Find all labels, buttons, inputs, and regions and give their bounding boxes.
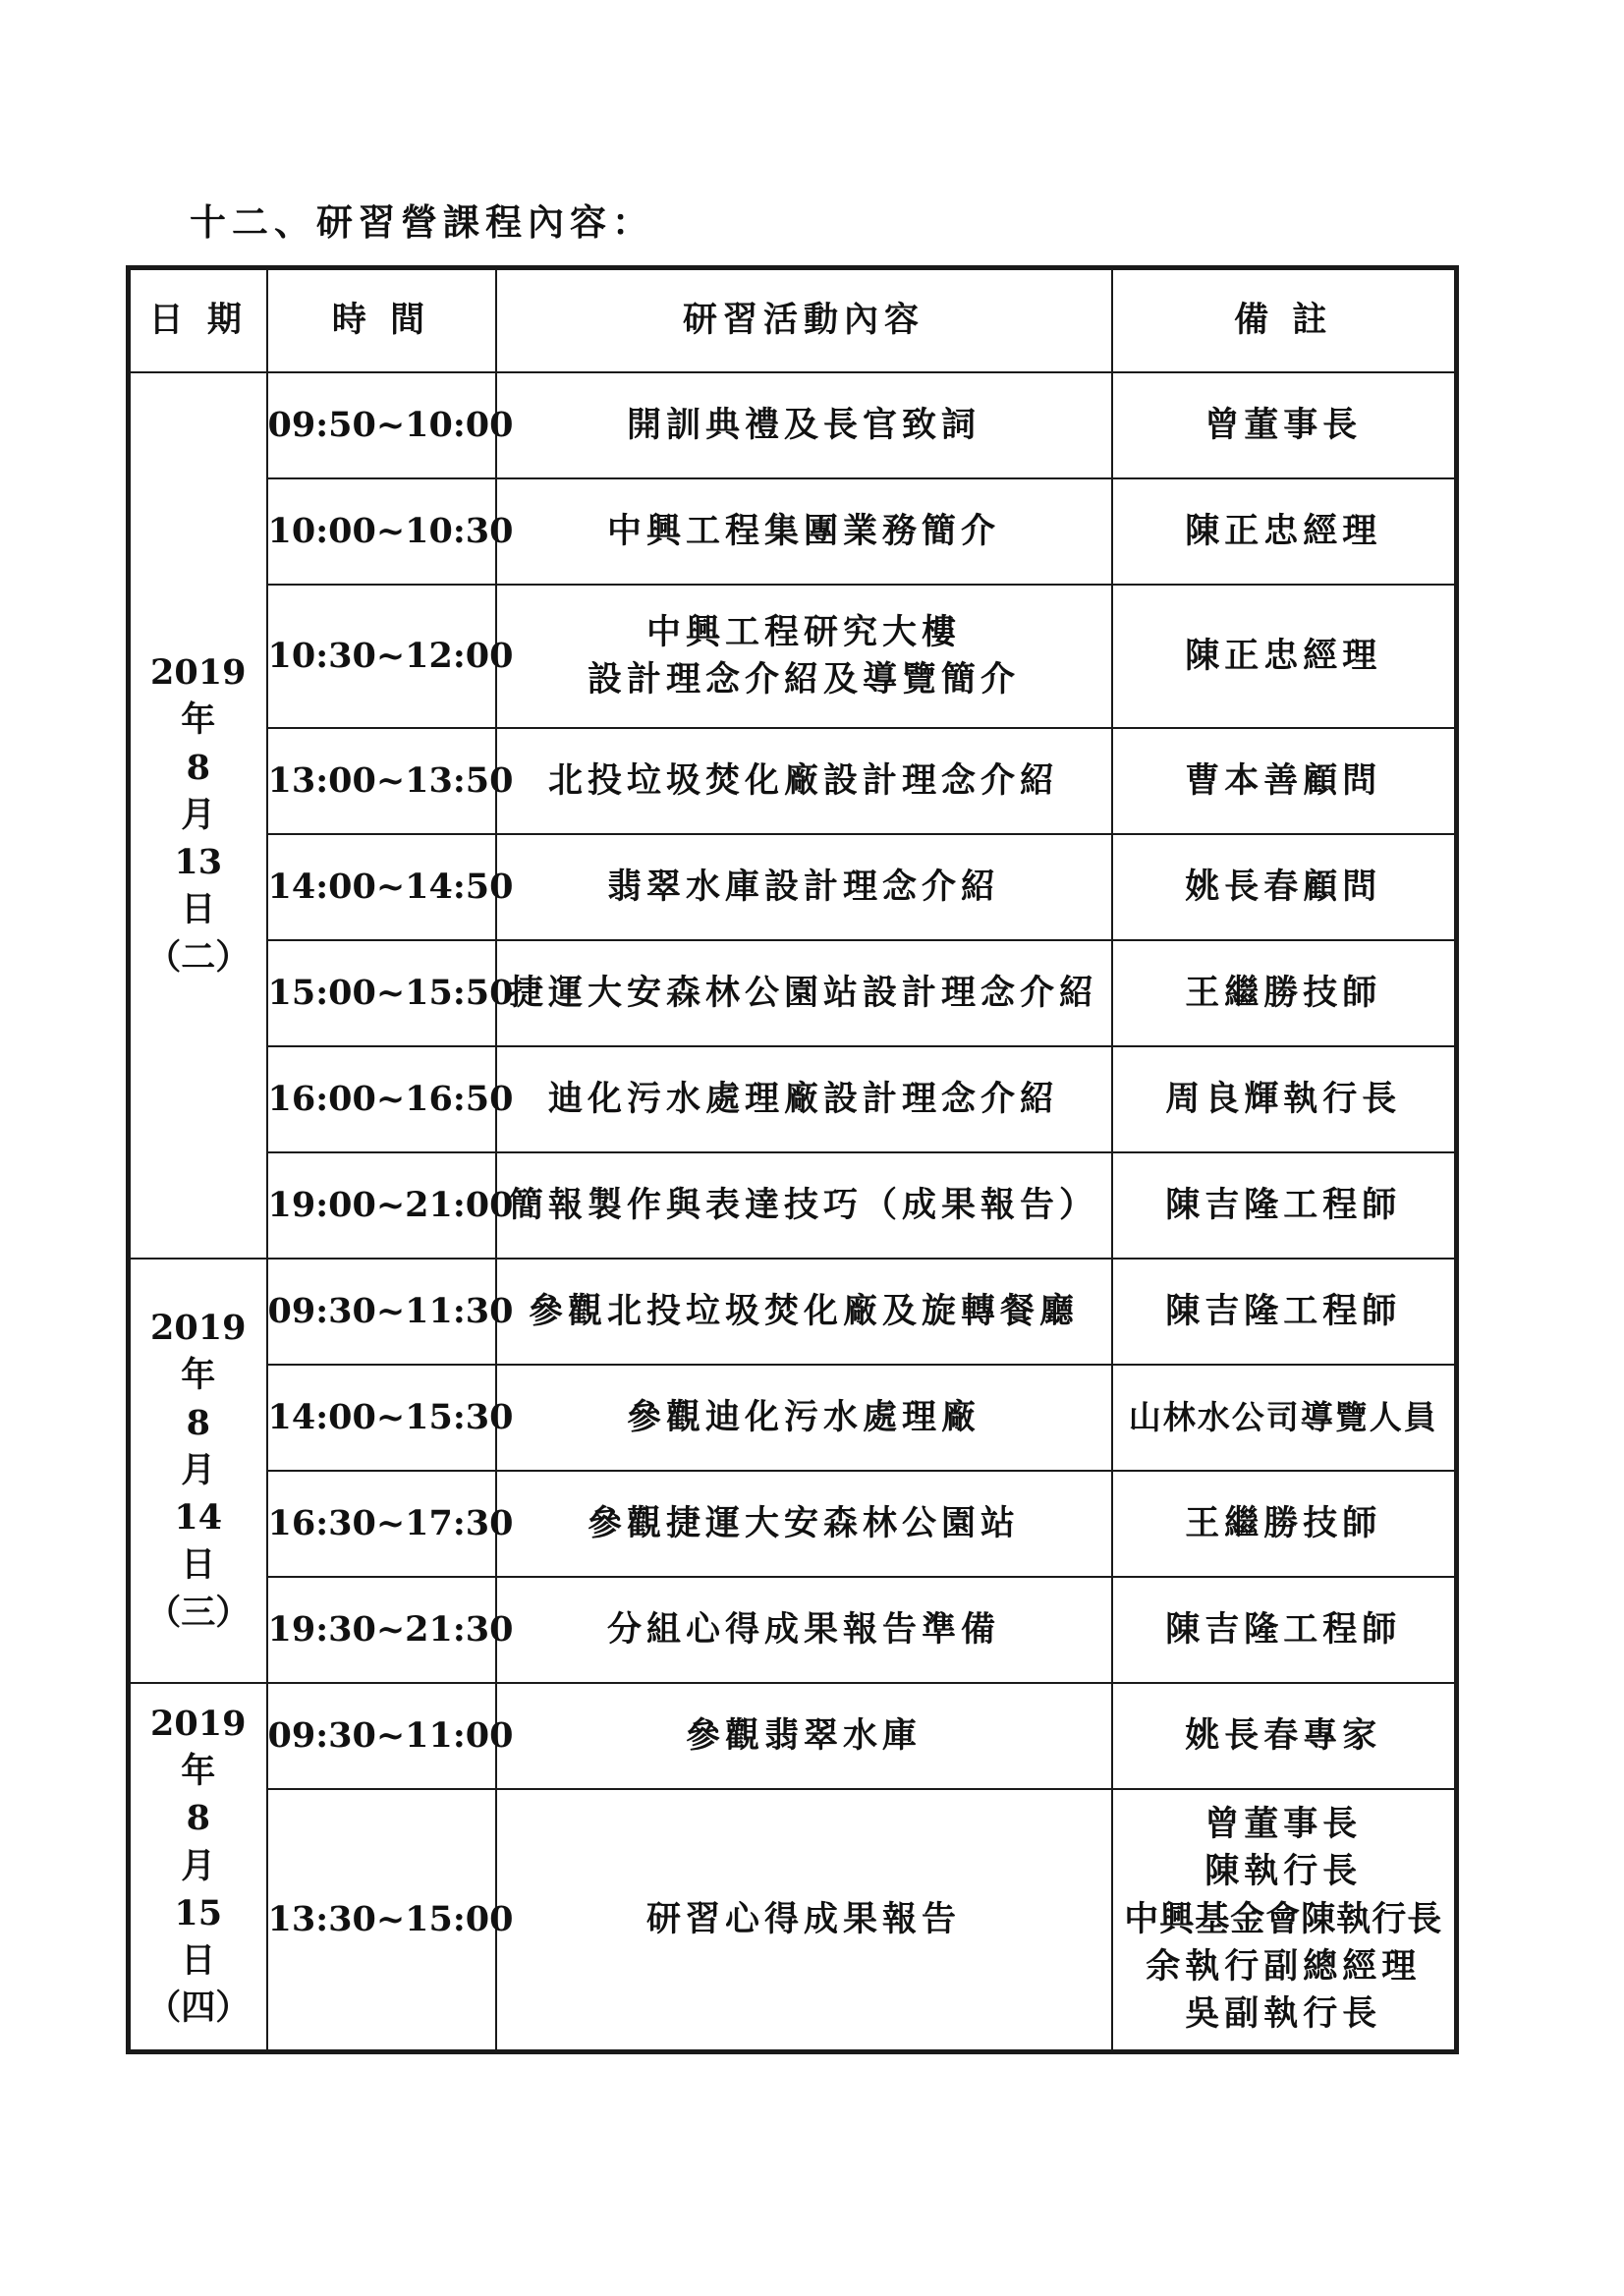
date-line: 15 bbox=[174, 1892, 223, 1933]
time-cell: 15:00~15:50 bbox=[267, 940, 496, 1046]
date-line: 2019 bbox=[150, 651, 247, 693]
table-row bbox=[129, 478, 1457, 585]
date-line: （二） bbox=[146, 936, 251, 978]
note-cell: 陳正忠經理 bbox=[1112, 478, 1457, 585]
header-time: 時 間 bbox=[267, 268, 496, 373]
table-row bbox=[129, 1577, 1457, 1683]
activity-cell: 捷運大安森林公園站設計理念介紹 bbox=[496, 940, 1112, 1046]
table-row bbox=[129, 728, 1457, 834]
note-cell: 王繼勝技師 bbox=[1112, 1471, 1457, 1577]
time-cell: 16:30~17:30 bbox=[267, 1471, 496, 1577]
header-note: 備 註 bbox=[1112, 268, 1457, 373]
time-cell: 14:00~15:30 bbox=[267, 1365, 496, 1471]
note-cell: 陳吉隆工程師 bbox=[1112, 1152, 1457, 1259]
table-row bbox=[129, 585, 1457, 728]
table-row bbox=[129, 940, 1457, 1046]
note-cell bbox=[1112, 1789, 1457, 2051]
note-line: 曾董事長 bbox=[1204, 1804, 1363, 1844]
date-line: 年 bbox=[181, 1355, 216, 1396]
time-cell: 19:30~21:30 bbox=[267, 1577, 496, 1683]
date-cell-day2 bbox=[129, 1259, 267, 1683]
activity-cell: 北投垃圾焚化廠設計理念介紹 bbox=[496, 728, 1112, 834]
date-line: 年 bbox=[181, 1751, 216, 1791]
date-line: 8 bbox=[186, 1798, 210, 1839]
table-row bbox=[129, 834, 1457, 940]
table-row bbox=[129, 1471, 1457, 1577]
note-cell: 曾董事長 bbox=[1112, 372, 1457, 478]
activity-cell: 參觀翡翠水庫 bbox=[496, 1683, 1112, 1789]
table-row bbox=[129, 1365, 1457, 1471]
table-row bbox=[129, 1046, 1457, 1152]
date-line: （三） bbox=[146, 1592, 251, 1633]
note-cell: 曹本善顧問 bbox=[1112, 728, 1457, 834]
activity-line: 中興工程研究大樓 bbox=[645, 611, 961, 652]
note-cell: 周良輝執行長 bbox=[1112, 1046, 1457, 1152]
note-line: 余執行副總經理 bbox=[1146, 1945, 1422, 1987]
activity-cell: 參觀捷運大安森林公園站 bbox=[496, 1471, 1112, 1577]
date-line: 日 bbox=[181, 889, 216, 930]
time-cell: 13:30~15:00 bbox=[267, 1789, 496, 2051]
date-line: 2019 bbox=[150, 1307, 247, 1348]
note-cell: 陳吉隆工程師 bbox=[1112, 1259, 1457, 1365]
table-row bbox=[129, 1683, 1457, 1789]
activity-cell: 中興工程集團業務簡介 bbox=[496, 478, 1112, 585]
date-cell-day3 bbox=[129, 1683, 267, 2051]
table-row bbox=[129, 1789, 1457, 2051]
note-cell: 姚長春顧問 bbox=[1112, 834, 1457, 940]
table-row bbox=[129, 1259, 1457, 1365]
activity-line: 設計理念介紹及導覽簡介 bbox=[587, 659, 1020, 700]
time-cell: 10:30~12:00 bbox=[267, 585, 496, 728]
header-date: 日 期 bbox=[129, 268, 267, 373]
time-cell: 09:30~11:00 bbox=[267, 1683, 496, 1789]
activity-cell: 開訓典禮及長官致詞 bbox=[496, 372, 1112, 478]
activity-cell: 研習心得成果報告 bbox=[496, 1789, 1112, 2051]
time-cell: 13:00~13:50 bbox=[267, 728, 496, 834]
date-line: 日 bbox=[181, 1544, 216, 1586]
time-cell: 14:00~14:50 bbox=[267, 834, 496, 940]
date-line: 14 bbox=[174, 1497, 223, 1539]
date-line: 2019 bbox=[150, 1703, 247, 1744]
note-cell: 姚長春專家 bbox=[1112, 1683, 1457, 1789]
date-line: 月 bbox=[181, 1845, 216, 1886]
activity-cell: 參觀北投垃圾焚化廠及旋轉餐廳 bbox=[496, 1259, 1112, 1365]
table-row bbox=[129, 372, 1457, 478]
note-line: 中興基金會陳執行長 bbox=[1124, 1898, 1443, 1939]
time-cell: 10:00~10:30 bbox=[267, 478, 496, 585]
date-line: 8 bbox=[186, 1402, 210, 1443]
activity-cell bbox=[496, 585, 1112, 728]
note-cell: 王繼勝技師 bbox=[1112, 940, 1457, 1046]
date-line: 13 bbox=[174, 842, 223, 883]
note-line: 陳執行長 bbox=[1204, 1851, 1363, 1892]
activity-cell: 迪化污水處理廠設計理念介紹 bbox=[496, 1046, 1112, 1152]
table-row bbox=[129, 1152, 1457, 1259]
time-cell: 09:50~10:00 bbox=[267, 372, 496, 478]
date-line: 月 bbox=[181, 1449, 216, 1490]
table-header-row bbox=[129, 268, 1457, 373]
date-line: 日 bbox=[181, 1940, 216, 1982]
time-cell: 19:00~21:00 bbox=[267, 1152, 496, 1259]
time-cell: 16:00~16:50 bbox=[267, 1046, 496, 1152]
date-line: 月 bbox=[181, 794, 216, 835]
header-activity: 研習活動內容 bbox=[496, 268, 1112, 373]
activity-cell: 翡翠水庫設計理念介紹 bbox=[496, 834, 1112, 940]
note-cell: 陳吉隆工程師 bbox=[1112, 1577, 1457, 1683]
note-cell: 山林水公司導覽人員 bbox=[1112, 1365, 1457, 1471]
note-line: 吳副執行長 bbox=[1185, 1993, 1382, 2035]
date-cell-day1 bbox=[129, 372, 267, 1259]
time-cell: 09:30~11:30 bbox=[267, 1259, 496, 1365]
activity-cell: 參觀迪化污水處理廠 bbox=[496, 1365, 1112, 1471]
page-heading: 十二、研習營課程內容： bbox=[190, 200, 654, 244]
activity-cell: 簡報製作與表達技巧（成果報告） bbox=[496, 1152, 1112, 1259]
date-line: （四） bbox=[146, 1988, 251, 2029]
date-line: 8 bbox=[186, 747, 210, 788]
course-schedule-table bbox=[126, 265, 1459, 2054]
activity-cell: 分組心得成果報告準備 bbox=[496, 1577, 1112, 1683]
note-cell: 陳正忠經理 bbox=[1112, 585, 1457, 728]
date-line: 年 bbox=[181, 700, 216, 741]
